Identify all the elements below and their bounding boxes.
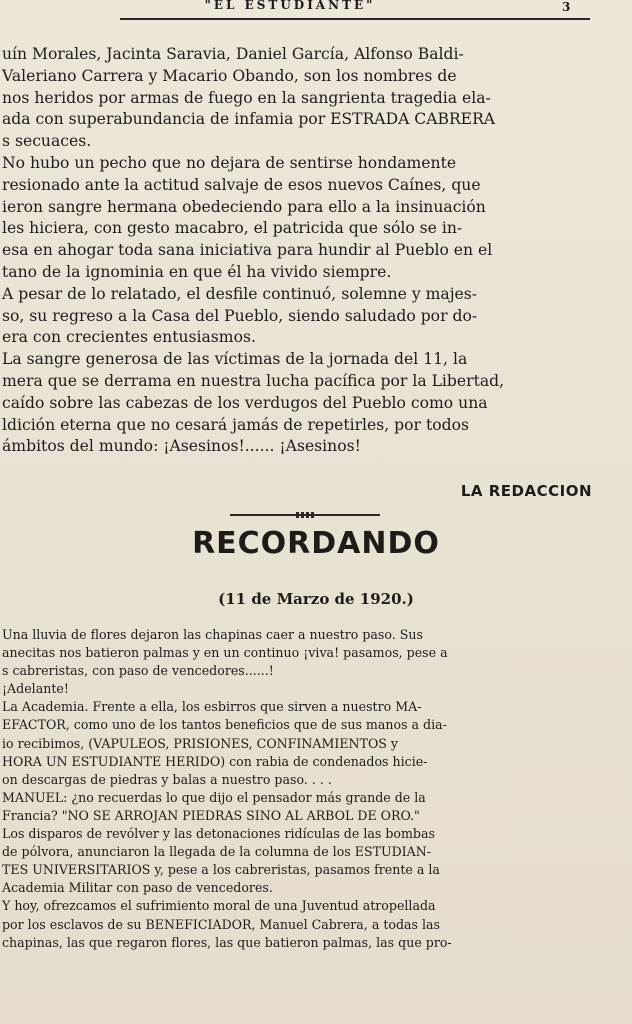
text-line: ámbitos del mundo: ¡Asesinos!...... ¡Asesinos! xyxy=(2,437,361,456)
article-body xyxy=(0,626,632,952)
text-line: era con crecientes entusiasmos. xyxy=(2,328,256,347)
text-line: io recibimos, (VAPULEOS, PRISIONES, CONFINAMIENTOS y xyxy=(2,735,399,751)
text-line: TES UNIVERSITARIOS y, pese a los cabreristas, pasamos frente a la xyxy=(2,862,440,878)
text-line: Los disparos de revólver y las detonaciones ridículas de las bombas xyxy=(2,826,435,842)
header-rule xyxy=(120,18,590,20)
text-line: Una lluvia de flores dejaron las chapinas caer a nuestro paso. Sus xyxy=(2,627,423,642)
text-line: s secuaces. xyxy=(2,132,92,151)
text-line: Valeriano Carrera y Macario Obando, son los nombres de xyxy=(2,66,457,85)
text-line: mera que se derrama en nuestra lucha pacífica por la Libertad, xyxy=(2,371,505,390)
text-line: caído sobre las cabezas de los verdugos del Pueblo como una xyxy=(2,393,488,412)
section-divider xyxy=(230,512,380,518)
text-line: chapinas, las que regaron flores, las que batieron palmas, las que pro- xyxy=(2,934,452,950)
text-line: ada con superabundancia de infamia por ESTRADA CABRERA xyxy=(2,110,496,129)
text-line: EFACTOR, como uno de los tantos beneficios que de sus manos a dia- xyxy=(2,717,447,733)
text-line: ieron sangre hermana obedeciendo para ello a la insinuación xyxy=(2,197,486,216)
text-line: les hiciera, con gesto macabro, el patricida que sólo se in- xyxy=(2,219,463,238)
text-line: Academia Militar con paso de vencedores. xyxy=(2,880,273,896)
text-line: tano de la ignominia en que él ha vivido siempre. xyxy=(2,262,392,281)
text-line: A pesar de lo relatado, el desfile continuó, solemne y majes- xyxy=(2,284,478,303)
text-line: s cabreristas, con paso de vencedores......! xyxy=(2,663,274,679)
text-line: ldición eterna que no cesará jamás de repetirles, por todos xyxy=(2,415,469,434)
text-line: Y hoy, ofrezcamos el sufrimiento moral de una Juventud atropellada xyxy=(2,898,436,914)
text-line: de pólvora, anunciaron la llegada de la columna de los ESTUDIAN- xyxy=(2,844,432,860)
text-line: La sangre generosa de las víctimas de la jornada del 11, la xyxy=(2,350,468,369)
article-dateline: (11 de Marzo de 1920.) xyxy=(218,590,414,608)
text-line: on descargas de piedras y balas a nuestro paso. . . . xyxy=(2,771,332,787)
text-line: por los esclavos de su BENEFICIADOR, Manuel Cabrera, a todas las xyxy=(2,916,441,932)
text-line: resionado ante la actitud salvaje de esos nuevos Caínes, que xyxy=(2,175,481,194)
text-line: No hubo un pecho que no dejara de sentirse hondamente xyxy=(2,153,457,172)
text-line: La Academia. Frente a ella, los esbirros que sirven a nuestro MA- xyxy=(2,699,422,715)
text-line: so, su regreso a la Casa del Pueblo, siendo saludado por do- xyxy=(2,306,478,325)
page-number: 3 xyxy=(562,0,571,14)
text-line: anecitas nos batieron palmas y en un continuo ¡viva! pasamos, pese a xyxy=(2,645,448,661)
text-line: esa en ahogar toda sana iniciativa para hundir al Pueblo en el xyxy=(2,241,493,260)
running-title: "EL ESTUDIANTE" xyxy=(204,0,376,12)
signature: LA REDACCION xyxy=(460,482,592,500)
text-line: ¡Adelante! xyxy=(2,681,69,697)
article-continuation xyxy=(0,44,632,458)
text-line: MANUEL: ¿no recuerdas lo que dijo el pensador más grande de la xyxy=(2,789,426,805)
text-line: uín Morales, Jacinta Saravia, Daniel García, Alfonso Baldi- xyxy=(2,45,464,63)
article-headline: RECORDANDO xyxy=(192,526,440,561)
text-line: Francia? "NO SE ARROJAN PIEDRAS SINO AL ARBOL DE ORO." xyxy=(2,807,420,823)
text-line: HORA UN ESTUDIANTE HERIDO) con rabia de condenados hicie- xyxy=(2,753,428,769)
text-line: nos heridos por armas de fuego en la sangrienta tragedia ela- xyxy=(2,88,491,107)
